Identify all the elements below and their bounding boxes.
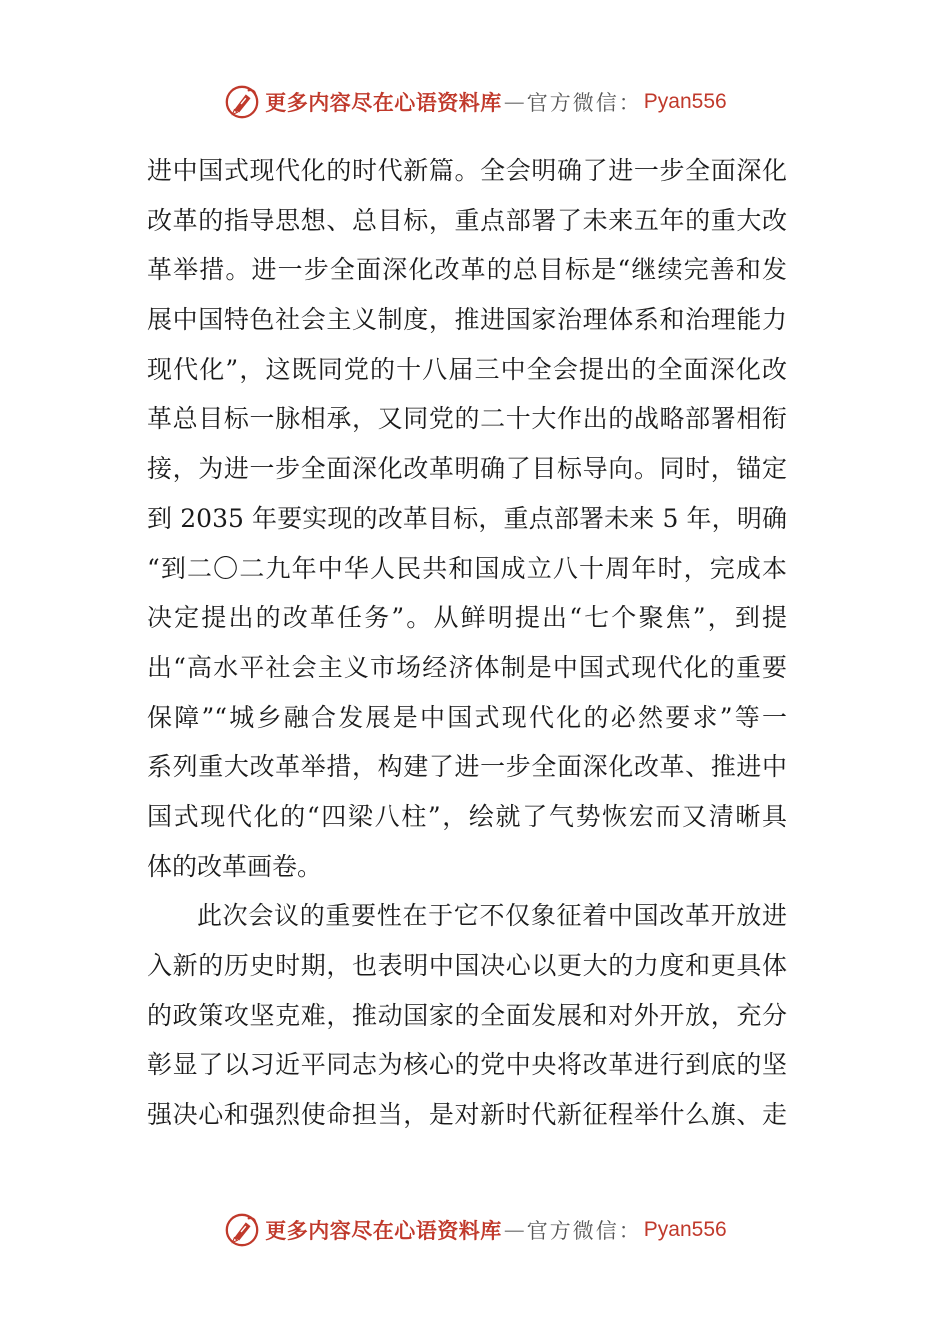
text-line: 出“高水平社会主义市场经济体制是中国式现代化的重要	[147, 652, 787, 682]
header-watermark-banner	[0, 80, 950, 124]
text-line: 保障”“城乡融合发展是中国式现代化的必然要求”等一	[147, 702, 787, 732]
document-body	[147, 146, 787, 1140]
text-line: 体的改革画卷。	[147, 851, 323, 881]
text-line: 的政策攻坚克难，推动国家的全面发展和对外开放，充分	[147, 1000, 787, 1030]
text-line: 入新的历史时期，也表明中国决心以更大的力度和更具体	[147, 951, 787, 980]
text-line: 系列重大改革举措，构建了进一步全面深化改革、推进中	[147, 752, 787, 782]
banner-dash: —	[503, 1218, 525, 1242]
banner-wechat-id: Pyan556	[643, 1218, 727, 1241]
text-line: 决定提出的改革任务”。从鲜明提出“七个聚焦”，到提	[147, 603, 787, 633]
banner-official-label: 官方微信：	[526, 1219, 642, 1243]
pen-nib-logo-icon	[223, 83, 261, 121]
text-line: 改革的指导思想、总目标，重点部署了未来五年的重大改	[147, 205, 787, 235]
text-line: 现代化”，这既同党的十八届三中全会提出的全面深化改	[147, 354, 787, 384]
footer-watermark-banner	[0, 1208, 950, 1252]
banner-site-name: 更多内容尽在心语资料库	[265, 90, 502, 115]
text-line: 强决心和强烈使命担当，是对新时代新征程举什么旗、走	[147, 1100, 787, 1130]
paragraph-2	[147, 891, 787, 1139]
text-line: 国式现代化的“四梁八柱”，绘就了气势恢宏而又清晰具	[147, 801, 787, 831]
banner-official-label: 官方微信：	[526, 91, 642, 115]
text-line: 展中国特色社会主义制度，推进国家治理体系和治理能力	[147, 305, 787, 335]
pen-nib-logo-icon	[223, 1211, 261, 1249]
paragraph-1	[147, 146, 787, 891]
text-line: 接，为进一步全面深化改革明确了目标导向。同时，锚定	[147, 454, 787, 484]
banner-site-name: 更多内容尽在心语资料库	[265, 1218, 502, 1243]
banner-wechat-id: Pyan556	[643, 90, 727, 113]
banner-dash: —	[503, 90, 525, 114]
text-line: 到 2035 年要实现的改革目标，重点部署未来 5 年，明确	[147, 503, 787, 533]
text-line: 革总目标一脉相承，又同党的二十大作出的战略部署相衔	[147, 404, 787, 434]
text-line: 彰显了以习近平同志为核心的党中央将改革进行到底的坚	[147, 1050, 787, 1080]
text-line: “到二〇二九年中华人民共和国成立八十周年时，完成本	[147, 553, 787, 583]
text-line: 进中国式现代化的时代新篇。全会明确了进一步全面深化	[147, 156, 787, 185]
text-line: 此次会议的重要性在于它不仅象征着中国改革开放进	[197, 901, 787, 931]
text-line: 革举措。进一步全面深化改革的总目标是“继续完善和发	[147, 255, 787, 285]
